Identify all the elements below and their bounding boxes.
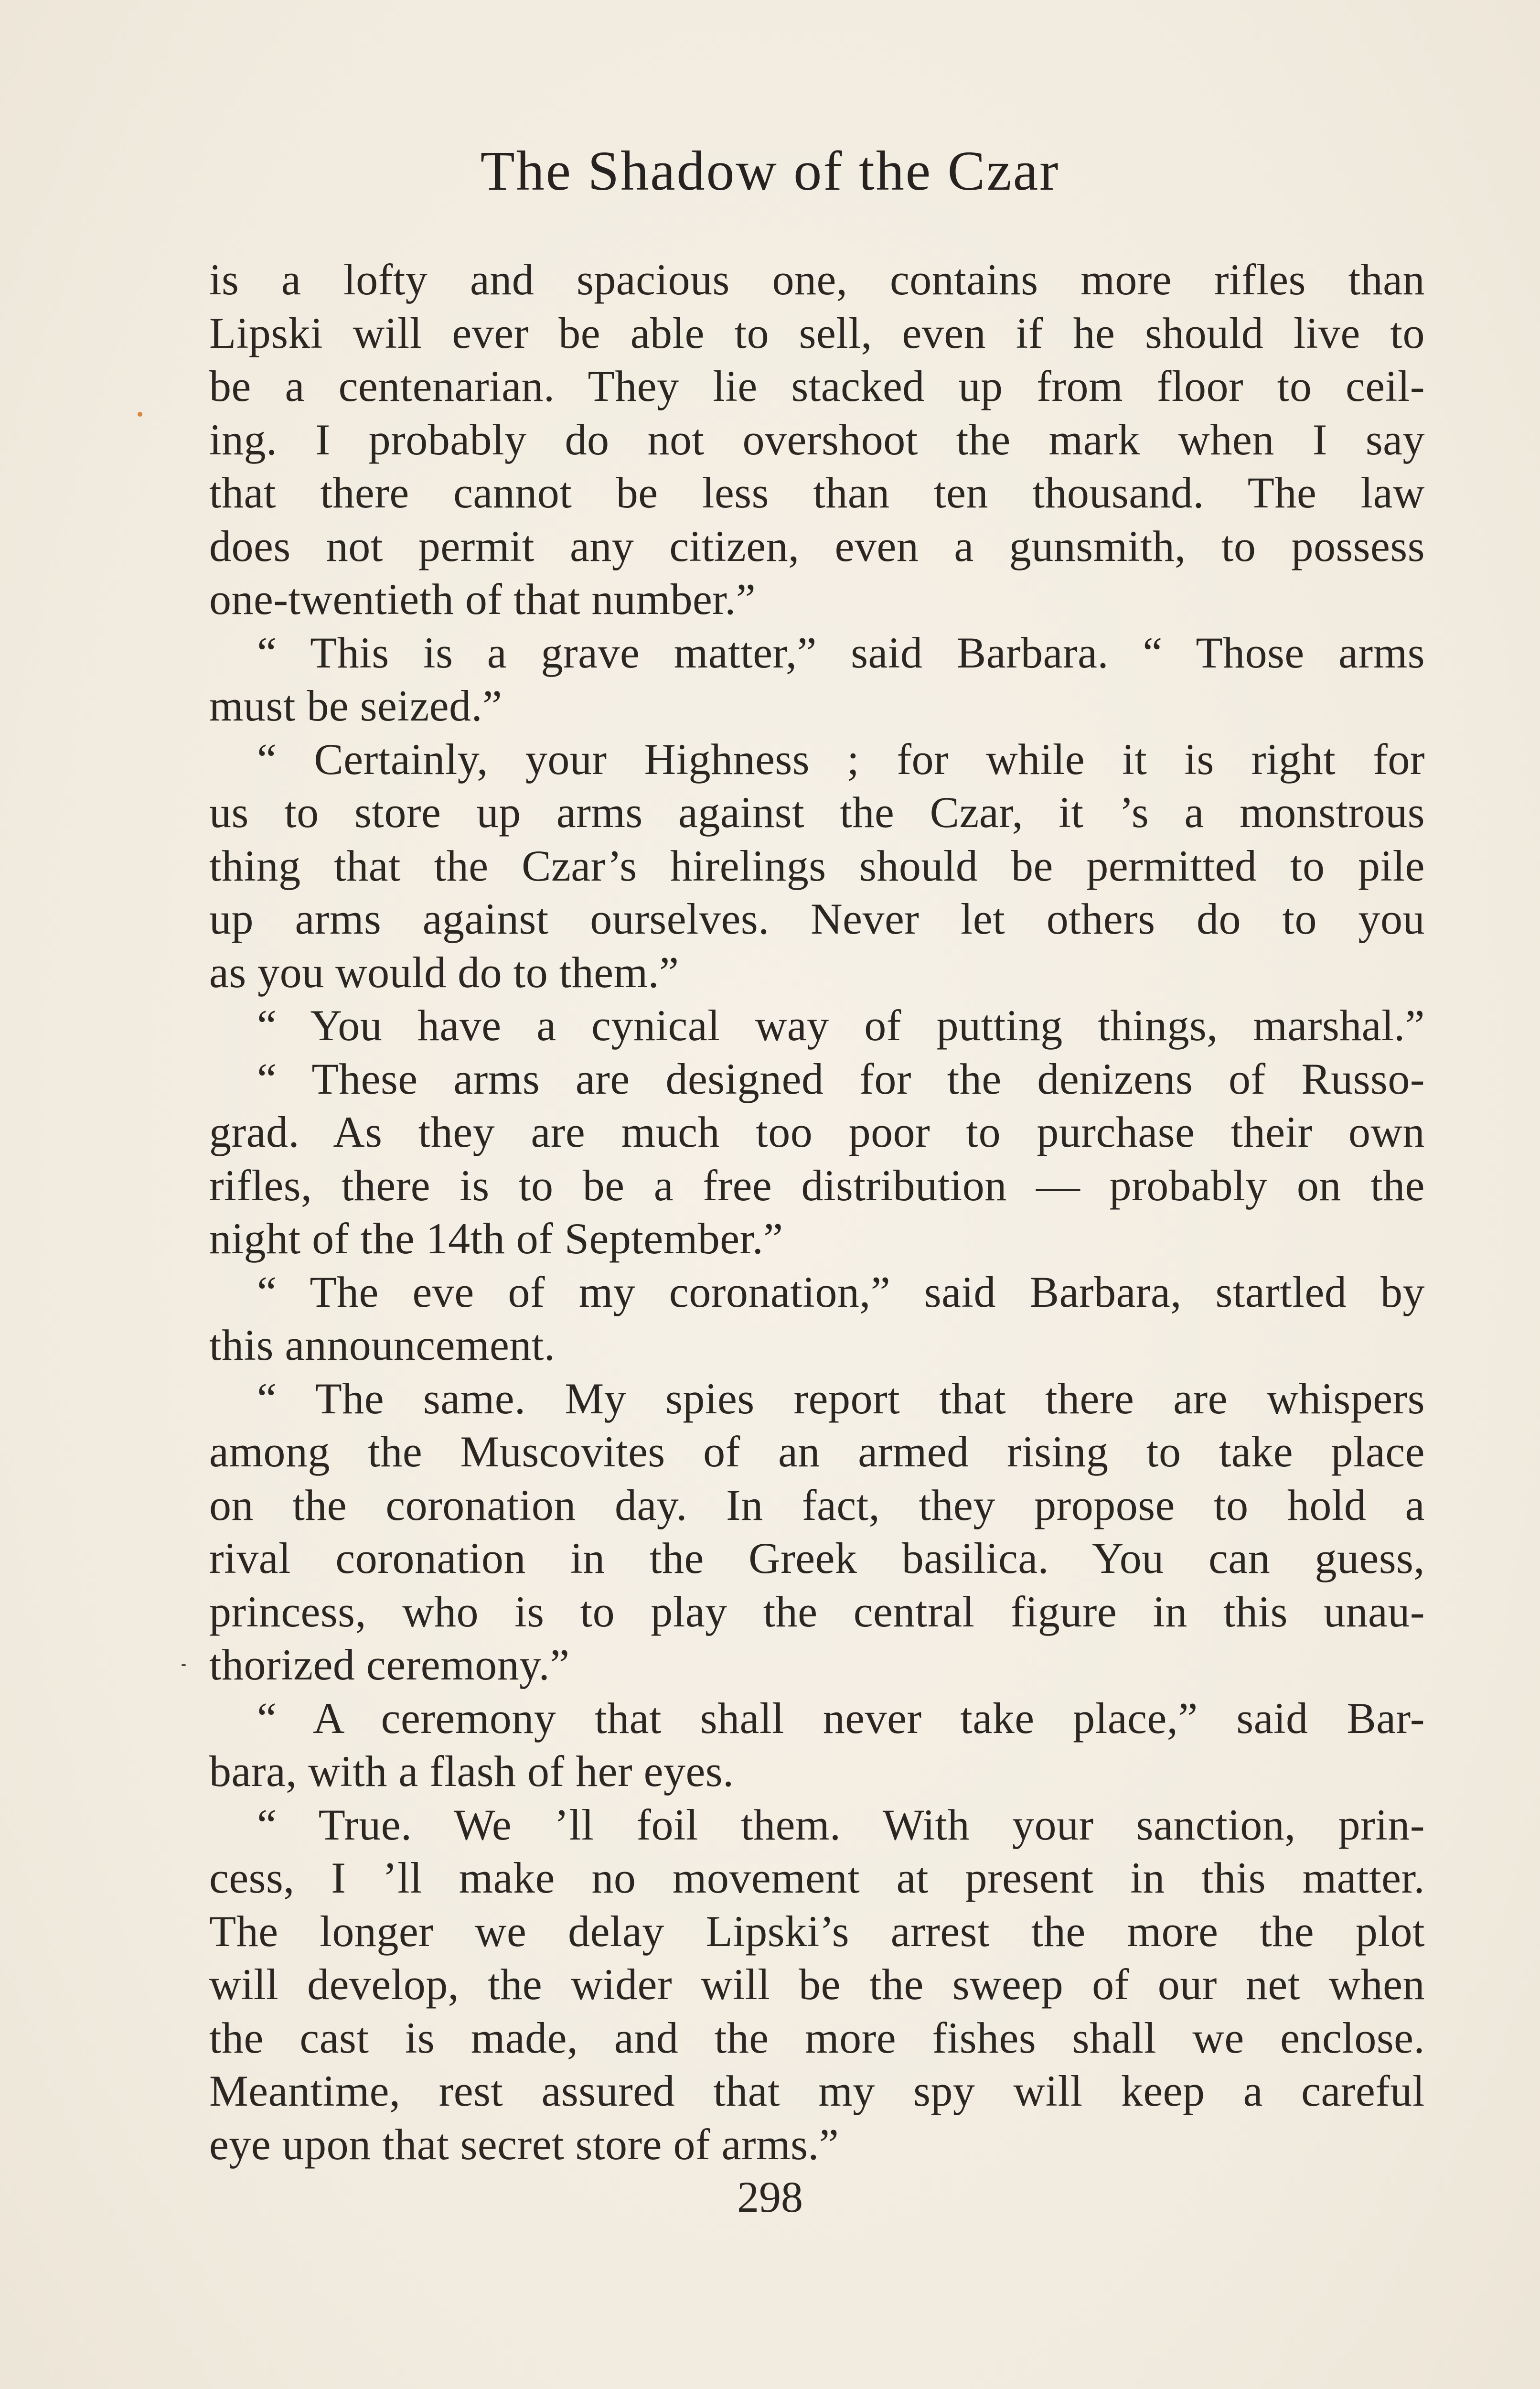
body-text [209, 253, 1425, 2171]
text-line: eye upon that secret store of arms.” [209, 2120, 839, 2169]
text-line: bara, with a flash of her eyes. [209, 1747, 734, 1796]
text-line: ing. I probably do not overshoot the mark when I say [209, 415, 1425, 464]
text-line: among the Muscovites of an armed rising to take place [209, 1427, 1425, 1476]
text-line: on the coronation day. In fact, they propose to hold a [209, 1480, 1425, 1529]
text-line: this announcement. [209, 1321, 556, 1369]
text-line: be a centenarian. They lie stacked up from floor to ceil- [209, 362, 1425, 410]
text-line: The longer we delay Lipski’s arrest the more the plot [209, 1906, 1425, 1956]
text-line: rifles, there is to be a free distribution — probably on the [209, 1161, 1425, 1210]
text-line: us to store up arms against the Czar, it ’s a monstrous [209, 788, 1425, 837]
paper-speck [138, 412, 142, 417]
text-line: as you would do to them.” [209, 947, 679, 997]
paper-speck [182, 1664, 186, 1666]
text-line: princess, who is to play the central figure in this unau- [209, 1587, 1425, 1636]
text-line: does not permit any citizen, even a gunsmith, to possess [209, 521, 1425, 570]
text-line: one-twentieth of that number.” [209, 575, 756, 624]
text-line: that there cannot be less than ten thousand. The law [209, 468, 1425, 517]
text-line: must be seized.” [209, 681, 503, 730]
text-line: cess, I ’ll make no movement at present in this matter. [209, 1853, 1425, 1902]
running-head: The Shadow of the Czar [480, 140, 1060, 202]
text-line: up arms against ourselves. Never let others do to you [209, 894, 1425, 943]
text-line: “ The eve of my coronation,” said Barbara, startled by [257, 1267, 1425, 1316]
text-line: “ The same. My spies report that there are whispers [257, 1374, 1425, 1423]
text-line: Lipski will ever be able to sell, even if he should live to [209, 308, 1425, 357]
text-line: “ This is a grave matter,” said Barbara. “ Those arms [257, 628, 1425, 677]
text-line: Meantime, rest assured that my spy will keep a careful [209, 2066, 1425, 2115]
text-line: the cast is made, and the more fishes shall we enclose. [209, 2013, 1425, 2062]
text-line: night of the 14th of September.” [209, 1214, 783, 1263]
text-line: is a lofty and spacious one, contains more rifles than [209, 255, 1425, 304]
text-line: “ You have a cynical way of putting things, marshal.” [257, 1001, 1425, 1050]
text-line: “ Certainly, your Highness ; for while it is right for [257, 734, 1425, 784]
text-line: thing that the Czar’s hirelings should be permitted to pile [209, 841, 1425, 890]
page-number: 298 [737, 2173, 803, 2221]
text-line: “ These arms are designed for the denizens of Russo- [257, 1054, 1425, 1103]
text-line: will develop, the wider will be the sweep of our net when [209, 1960, 1425, 2009]
text-line: grad. As they are much too poor to purchase their own [209, 1108, 1425, 1156]
text-line: “ True. We ’ll foil them. With your sanction, prin- [257, 1800, 1425, 1849]
text-line: thorized ceremony.” [209, 1640, 570, 1689]
text-line: “ A ceremony that shall never take place,” said Bar- [257, 1693, 1425, 1743]
text-line: rival coronation in the Greek basilica. You can guess, [209, 1534, 1425, 1582]
